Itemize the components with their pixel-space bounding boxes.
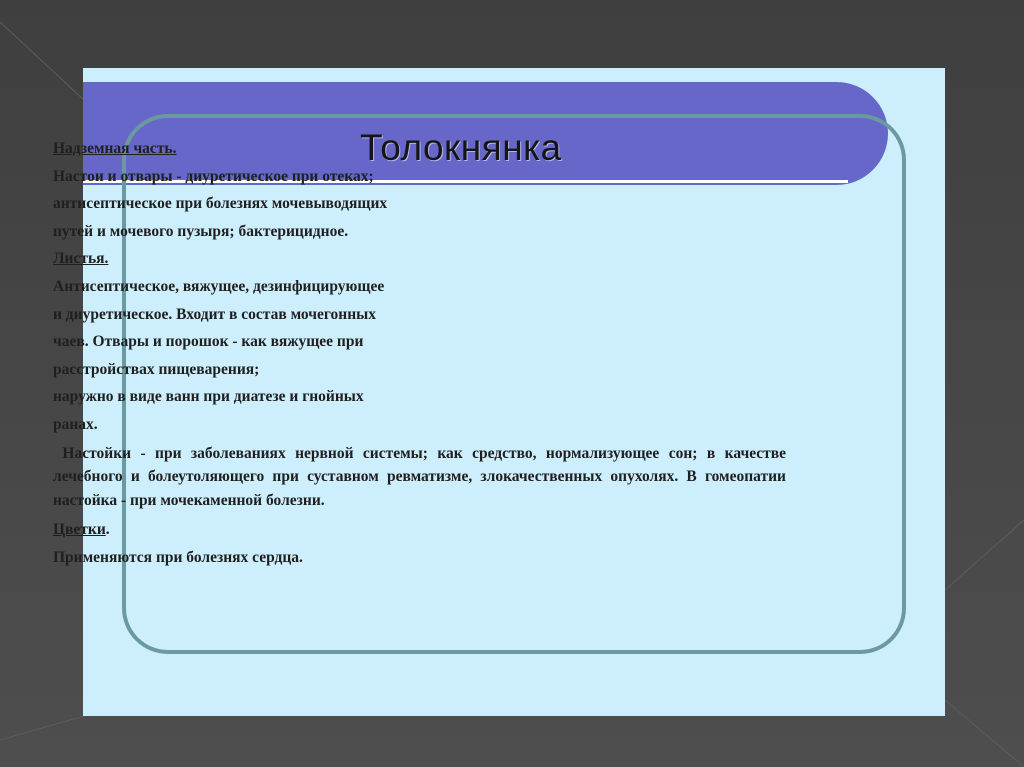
text-line: ранах. bbox=[53, 415, 98, 433]
text-line: наружно в виде ванн при диатезе и гнойных bbox=[53, 388, 364, 406]
section-heading-flowers-line bbox=[53, 516, 786, 544]
text-line: и диуретическое. Входит в состав мочегонных bbox=[53, 305, 377, 323]
text-line: расстройствах пищеварения; bbox=[53, 360, 260, 378]
section-heading-flowers: Цветки bbox=[53, 521, 106, 539]
text-line: путей и мочевого пузыря; бактерицидное. bbox=[53, 222, 349, 240]
slide-content bbox=[53, 135, 786, 571]
text-line: Антисептическое, вяжущее, дезинфицирующее bbox=[53, 277, 385, 295]
tinctures-text: Настойки - при заболеваниях нервной системы; как средство, нормализующее сон; в качестве лечебного и болеутоляющего при суставном ревматизме, злокачественных опухолях. В гомеопатии настойка - при мочекаменной болезни. bbox=[53, 444, 787, 509]
section-heading-leaves: Листья. bbox=[53, 250, 109, 268]
text-line: антисептическое при болезнях мочевыводящих bbox=[53, 195, 388, 213]
text-line: Применяются при болезнях сердца. bbox=[53, 548, 303, 566]
slide-title: Толокнянка bbox=[360, 127, 562, 168]
section-heading-aerial-part: Надземная часть. bbox=[53, 140, 177, 157]
tinctures-paragraph bbox=[53, 442, 786, 513]
heading-period: . bbox=[105, 521, 110, 539]
text-line: чаев. Отвары и порошок - как вяжущее при bbox=[53, 333, 364, 351]
text-line: Настои и отвары - диуретическое при отеках; bbox=[53, 167, 374, 185]
